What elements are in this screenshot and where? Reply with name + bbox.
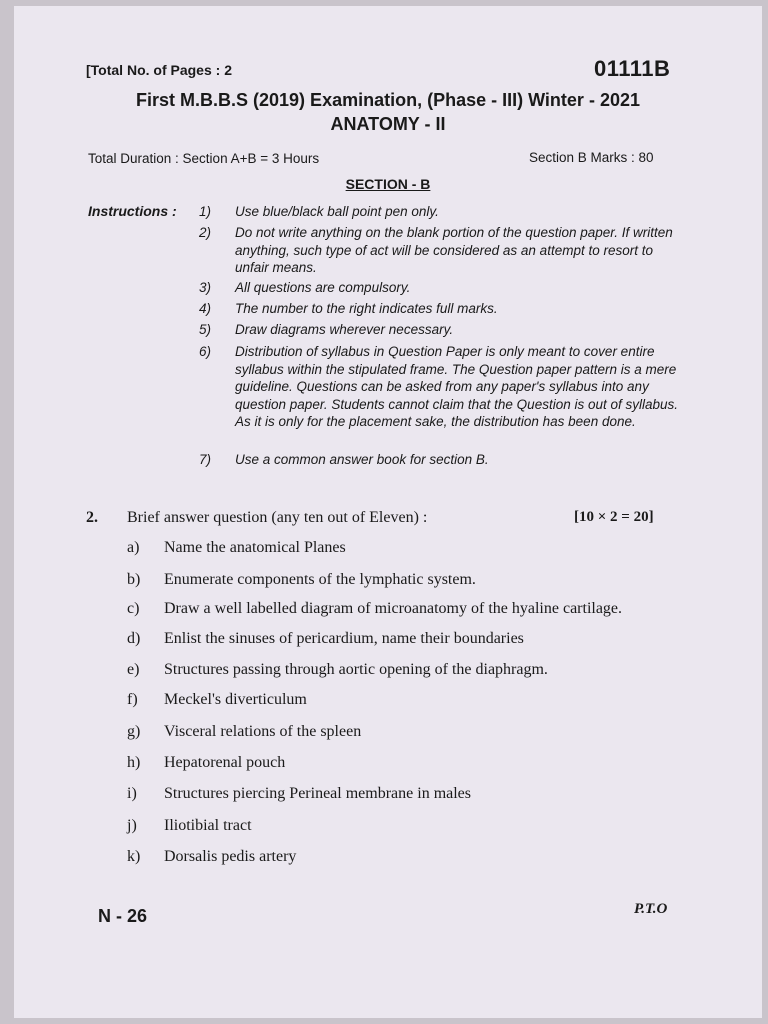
question-marks: [10 × 2 = 20] (574, 509, 654, 525)
instruction-text: The number to the right indicates full marks. (235, 301, 498, 316)
instruction-text: Use a common answer book for section B. (235, 452, 489, 467)
sub-question-text: Visceral relations of the spleen (164, 723, 362, 740)
sub-question-text: Draw a well labelled diagram of microanatomy of the hyaline cartilage. (164, 600, 623, 617)
sub-question-text: Iliotibial tract (164, 817, 252, 834)
sub-question-text: Hepatorenal pouch (164, 754, 286, 771)
instructions-label: Instructions : (88, 203, 177, 219)
exam-paper-sheet (14, 6, 762, 1018)
instruction-text: Distribution of syllabus in Question Paper is only meant to cover entire syllabus within the stipulated frame. The Question paper pattern is a mere guideline. Questions can be asked from any paper's syllabus into any question paper. Students cannot claim that the Question is out of syllabus. As it is only for the placement sake, the distribution has been done. (235, 344, 679, 429)
sub-question-letter: d) (127, 630, 141, 647)
instruction-number: 4) (199, 301, 212, 316)
section-marks: Section B Marks : 80 (529, 150, 654, 165)
instruction-number: 2) (199, 225, 212, 240)
question-number: 2. (86, 509, 98, 526)
sub-question-letter: h) (127, 754, 141, 771)
sub-question-letter: a) (127, 539, 140, 556)
sub-question-text: Dorsalis pedis artery (164, 848, 297, 865)
instruction-number: 7) (199, 452, 212, 467)
instruction-text: All questions are compulsory. (235, 280, 411, 295)
pto-label: P.T.O (634, 901, 668, 917)
instruction-number: 5) (199, 322, 212, 337)
sub-question-letter: f) (127, 691, 138, 708)
sub-question-text: Enlist the sinuses of pericardium, name their boundaries (164, 630, 524, 647)
instruction-text: Draw diagrams wherever necessary. (235, 322, 454, 337)
paper-code: 01111B (594, 56, 671, 81)
instruction-number: 1) (199, 204, 212, 219)
instruction-text: Do not write anything on the blank portion of the question paper. If written anything, such type of act will be considered as an attempt to resort to unfair means. (235, 225, 673, 275)
sub-question-letter: b) (127, 571, 141, 588)
total-duration: Total Duration : Section A+B = 3 Hours (88, 151, 320, 166)
instruction-text: Use blue/black ball point pen only. (235, 204, 439, 219)
sub-question-letter: c) (127, 600, 140, 617)
instruction-number: 3) (199, 280, 212, 295)
sub-question-text: Name the anatomical Planes (164, 539, 346, 556)
total-pages: [Total No. of Pages : 2 (86, 62, 232, 78)
sub-question-letter: j) (127, 817, 137, 834)
sub-question-text: Structures piercing Perineal membrane in males (164, 785, 472, 802)
sub-question-text: Enumerate components of the lymphatic system. (164, 571, 476, 588)
sub-question-letter: e) (127, 661, 140, 678)
footer-code: N - 26 (98, 906, 148, 926)
question-text: Brief answer question (any ten out of Eleven) : (127, 509, 428, 526)
subject-title: ANATOMY - II (330, 114, 446, 134)
sub-question-letter: g) (127, 723, 141, 740)
sub-question-letter: k) (127, 848, 141, 865)
exam-title: First M.B.B.S (2019) Examination, (Phase - III) Winter - 2021 (136, 90, 640, 110)
sub-question-text: Meckel's diverticulum (164, 691, 307, 708)
instruction-number: 6) (199, 344, 212, 359)
sub-question-text: Structures passing through aortic opening of the diaphragm. (164, 661, 548, 678)
section-heading: SECTION - B (345, 176, 431, 192)
sub-question-letter: i) (127, 785, 137, 802)
